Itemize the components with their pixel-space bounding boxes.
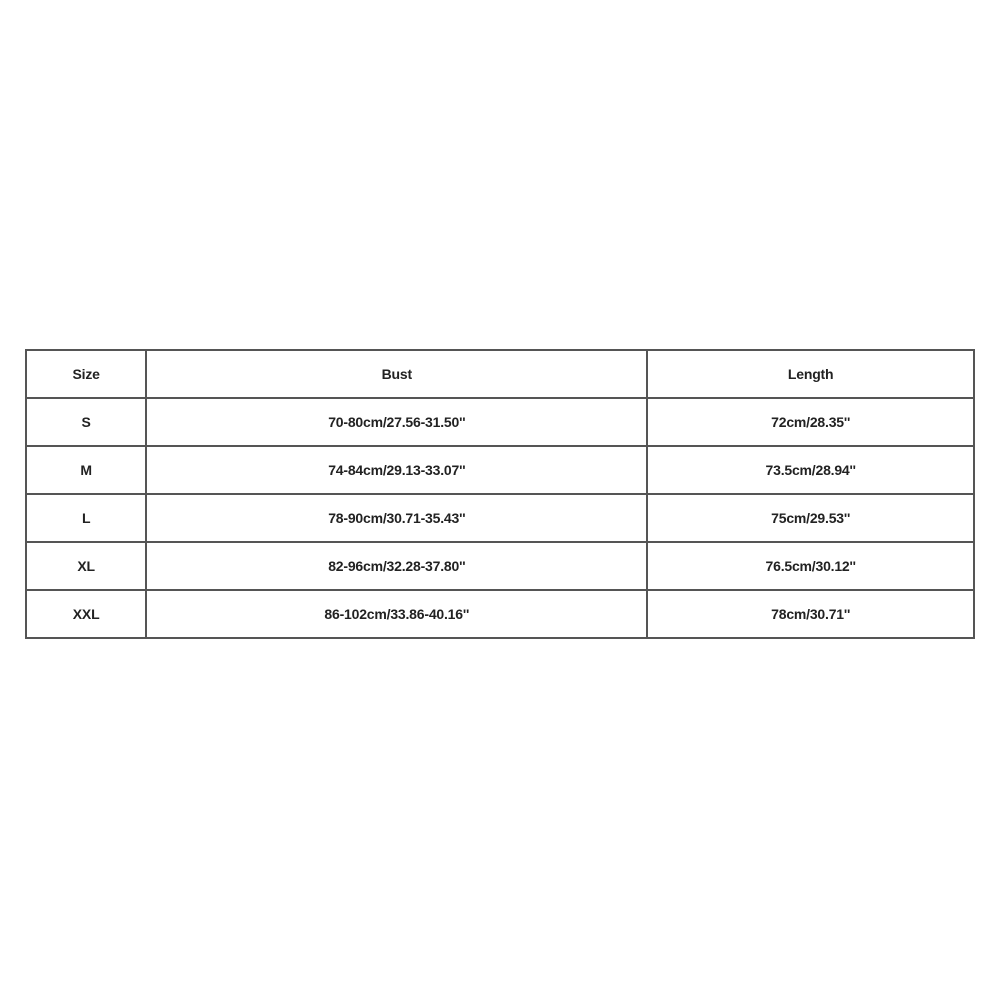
cell-size: XXL: [26, 590, 146, 638]
size-chart-table: [25, 349, 975, 639]
header-bust: Bust: [146, 350, 647, 398]
table-row: [26, 398, 974, 446]
table-header-row: [26, 350, 974, 398]
cell-length: 72cm/28.35'': [647, 398, 974, 446]
table-row: [26, 590, 974, 638]
cell-length: 73.5cm/28.94'': [647, 446, 974, 494]
cell-bust: 86-102cm/33.86-40.16'': [146, 590, 647, 638]
cell-size: S: [26, 398, 146, 446]
cell-bust: 74-84cm/29.13-33.07'': [146, 446, 647, 494]
table-row: [26, 446, 974, 494]
cell-length: 75cm/29.53'': [647, 494, 974, 542]
table-row: [26, 542, 974, 590]
cell-bust: 70-80cm/27.56-31.50'': [146, 398, 647, 446]
cell-size: XL: [26, 542, 146, 590]
header-size: Size: [26, 350, 146, 398]
cell-size: L: [26, 494, 146, 542]
cell-length: 78cm/30.71'': [647, 590, 974, 638]
cell-bust: 82-96cm/32.28-37.80'': [146, 542, 647, 590]
header-length: Length: [647, 350, 974, 398]
cell-bust: 78-90cm/30.71-35.43'': [146, 494, 647, 542]
table-row: [26, 494, 974, 542]
cell-length: 76.5cm/30.12'': [647, 542, 974, 590]
cell-size: M: [26, 446, 146, 494]
